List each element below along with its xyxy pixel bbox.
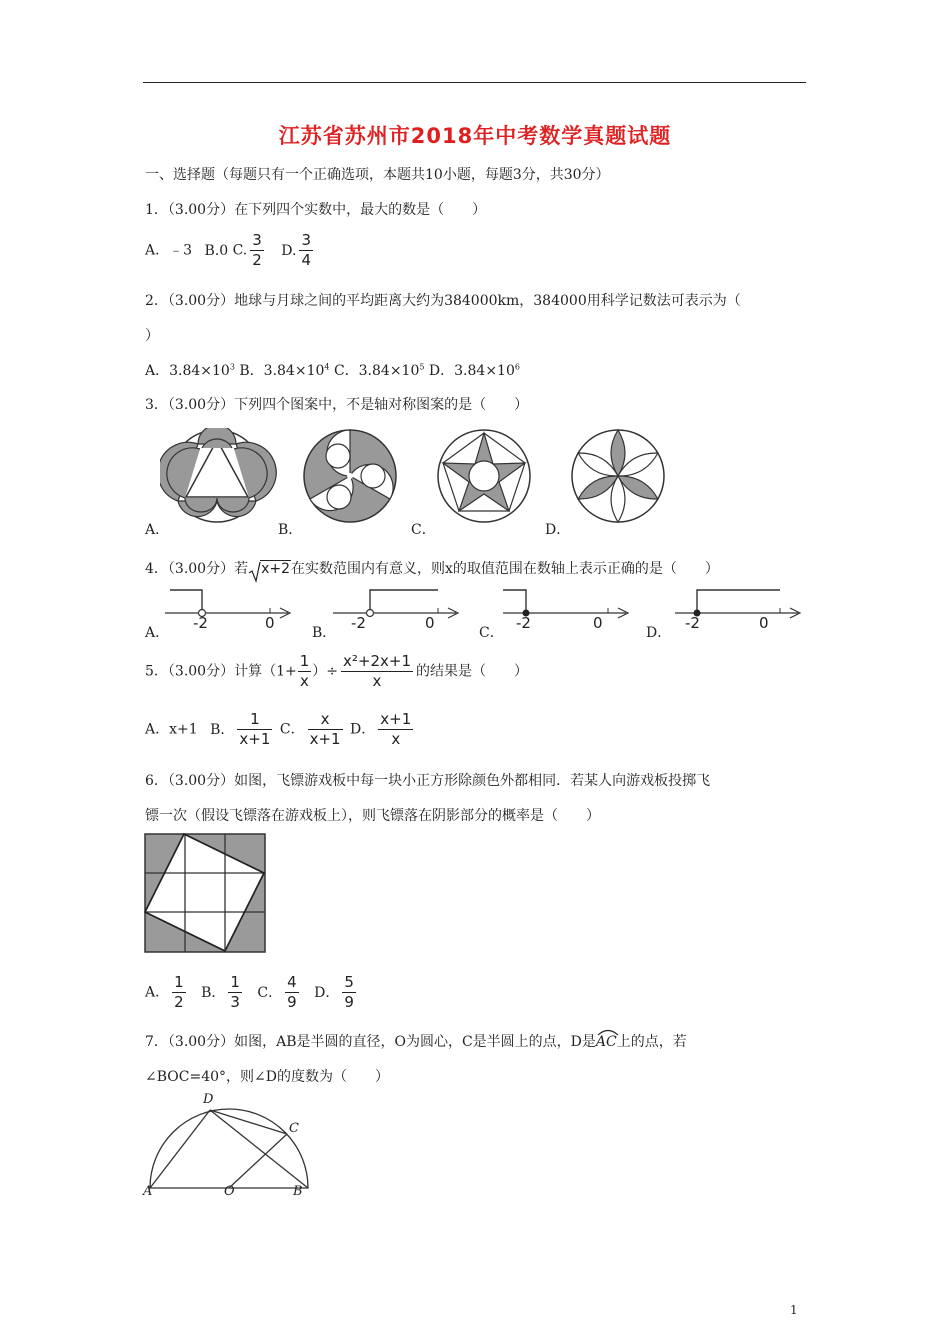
q1-option-a: A．﹣3 [145, 242, 193, 259]
q4-a-tick-left: -2 [193, 614, 208, 632]
q4-d-tick-right: 0 [759, 614, 769, 632]
q5-fraction-2: $\frac{\text{x²+2x+1}}{x}$ [343, 652, 411, 690]
q7-arc-ac: AC [596, 1030, 617, 1050]
q1-option-d: D. [281, 242, 297, 259]
q2-option-a: A．$3.84\times 10^3$ [145, 362, 235, 379]
q2-option-c: C．$3.84\times 10^5$ [333, 362, 425, 379]
q4-c-tick-right: 0 [593, 614, 603, 632]
q2-options [145, 360, 520, 380]
q6-d-fraction: $\frac{5}{9}$ [344, 973, 354, 1011]
q4-label-d: D． [646, 625, 672, 641]
q7-point-d: D [203, 1092, 214, 1107]
q4-a-tick-right: 0 [265, 614, 275, 632]
q2-option-b: B．$3.84\times 10^4$ [239, 362, 330, 379]
header-rule [143, 82, 806, 83]
q7-point-o: O [224, 1184, 235, 1199]
q5-fraction-1: $\frac{1}{x}$ [299, 652, 310, 690]
q5-b-fraction: $\frac{1}{x+1}$ [239, 710, 271, 748]
q6-option-b: B． [201, 984, 226, 1001]
q6-option-d: D． [314, 984, 340, 1001]
q7-stem-1: 7．（3.00分）如图，AB是半圆的直径，O为圆心，C是半圆上的点，D是 AC上的点，若 [145, 1030, 687, 1051]
q6-options [145, 973, 359, 1012]
q6-dartboard [144, 833, 268, 955]
q6-b-fraction: $\frac{1}{3}$ [230, 973, 240, 1011]
q5-option-d: D． [350, 721, 376, 738]
q3-label-a: A． [145, 522, 170, 538]
q2-stem-2: ） [145, 328, 159, 344]
q1-c-fraction: $\frac{3}{2}$ [252, 231, 262, 269]
q7-point-b: B [293, 1184, 303, 1199]
q4-label-b: B． [312, 625, 337, 641]
q4-sqrt: x+2 [248, 561, 291, 577]
q5-d-fraction: $\frac{x+1}{x}$ [380, 710, 412, 748]
q5-option-a: A．x+1 [145, 721, 198, 738]
page-title: 江苏省苏州市2018年中考数学真题试题 [278, 124, 672, 148]
q3-label-b: B． [278, 522, 303, 538]
q7-stem-2: ∠BOC=40°，则∠D的度数为（ ） [145, 1069, 389, 1085]
q4-label-a: A． [145, 625, 170, 641]
q7-point-a: A [143, 1184, 153, 1199]
q3-label-d: D． [545, 522, 571, 538]
q3-figures [160, 428, 680, 528]
q5-c-fraction: $\frac{x}{x+1}$ [309, 710, 341, 748]
q1-options [145, 231, 316, 270]
q6-a-fraction: $\frac{1}{2}$ [174, 973, 184, 1011]
q4-d-tick-left: -2 [685, 614, 700, 632]
q1-stem: 1．（3.00分）在下列四个实数中，最大的数是（ ） [145, 202, 487, 218]
q1-option-c: C. [232, 242, 248, 259]
q4-stem: 4．（3.00分）若 x+2在实数范围内有意义，则x的取值范围在数轴上表示正确的是（ ） [145, 558, 719, 578]
q5-options [145, 710, 416, 749]
q3-stem: 3．（3.00分）下列四个图案中，不是轴对称图案的是（ ） [145, 397, 529, 413]
q2-stem-1: 2．（3.00分）地球与月球之间的平均距离大约为384000km，384000用科学记数法可表示为（ [145, 293, 741, 309]
q6-option-c: C． [257, 984, 283, 1001]
q6-c-fraction: $\frac{4}{9}$ [287, 973, 297, 1011]
section-heading: 一、选择题（每题只有一个正确选项，本题共10小题，每题3分，共30分） [145, 167, 610, 183]
q5-option-c: C． [279, 721, 305, 738]
q1-d-fraction: $\frac{3}{4}$ [301, 231, 311, 269]
q1-option-b: B.0 [204, 242, 229, 259]
q6-stem-1: 6．（3.00分）如图，飞镖游戏板中每一块小正方形除颜色外都相同．若某人向游戏板投掷飞 [145, 773, 711, 789]
q7-point-c: C [289, 1121, 299, 1136]
q6-option-a: A． [145, 984, 170, 1001]
q3-figure-a [160, 428, 276, 522]
page-number: 1 [790, 1303, 798, 1317]
q4-c-tick-left: -2 [516, 614, 531, 632]
q3-figure-b [304, 430, 396, 522]
q6-stem-2: 镖一次（假设飞镖落在游戏板上），则飞镖落在阴影部分的概率是（ ） [145, 808, 600, 824]
q3-label-c: C． [411, 522, 436, 538]
q5-stem: 5．（3.00分）计算（1+ $\frac{1}{x}$ ）÷ $\frac{\text{x²+2x+1}}{x}$ 的结果是（ ） [145, 652, 528, 690]
q4-label-c: C． [479, 625, 504, 641]
q3-figure-c [438, 430, 530, 522]
q5-option-b: B． [210, 721, 235, 738]
q4-b-tick-left: -2 [351, 614, 366, 632]
q3-figure-d [572, 430, 664, 522]
q4-b-tick-right: 0 [425, 614, 435, 632]
q2-option-d: D．$3.84\times 10^6$ [428, 362, 520, 379]
